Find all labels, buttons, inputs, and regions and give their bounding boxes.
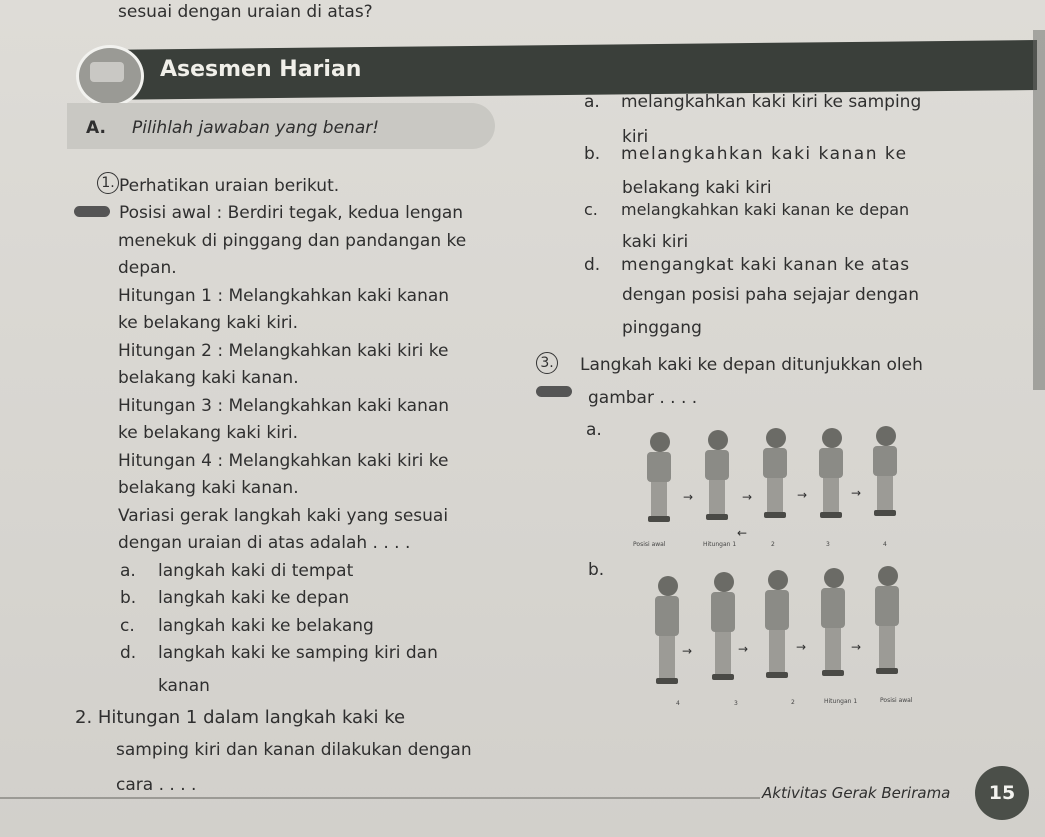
q1-line: Hitungan 2 : Melangkahkan kaki kiri ke [118,341,449,361]
arrow-right-icon: → [682,644,693,658]
caption: Hitungan 1 [824,698,858,705]
banner-title: Asesmen Harian [160,57,362,82]
caption: 3 [826,541,830,548]
figure-girl [646,432,672,522]
arrow-right-icon: → [797,488,808,502]
q1-line: ke belakang kaki kiri. [118,313,299,333]
q1-line: dengan uraian di atas adalah . . . . [118,533,411,553]
q2-option-d-text[interactable]: mengangkat kaki kanan ke atas [621,255,910,275]
q1-option-b-letter[interactable]: b. [120,588,137,608]
q1-line: Posisi awal : Berdiri tegak, kedua lengan [119,203,464,223]
q2-option-d-text-cont2[interactable]: pinggang [622,318,702,338]
q1-line: belakang kaki kanan. [118,478,299,498]
q1-line: belakang kaki kanan. [118,368,299,388]
figure-girl [704,430,730,520]
arrow-right-icon: → [738,642,749,656]
banner-badge-inner [90,62,124,82]
q2-option-a-text-cont[interactable]: kiri [622,127,649,147]
caption: Posisi awal [880,697,913,704]
caption: 2 [791,699,795,706]
q1-line: Hitungan 1 : Melangkahkan kaki kanan [118,286,450,306]
q3-option-a-letter[interactable]: a. [586,420,602,440]
arrow-right-icon: → [796,640,807,654]
caption: 4 [676,700,680,707]
footer-title: Aktivitas Gerak Berirama [762,784,951,802]
q2-option-d-text-cont[interactable]: dengan posisi paha sejajar dengan [622,285,919,305]
arrow-right-icon: → [851,486,862,500]
page-edge-shadow [1033,30,1045,390]
figure-girl [762,428,788,518]
figure-boy [710,572,736,682]
q1-option-d-text[interactable]: langkah kaki ke samping kiri dan [158,643,438,663]
q3-line: gambar . . . . [588,388,698,408]
q2-option-c-text[interactable]: melangkahkan kaki kanan ke depan [621,200,910,219]
q1-line: Hitungan 4 : Melangkahkan kaki kiri ke [118,451,449,471]
q2-line: 2. Hitungan 1 dalam langkah kaki ke [75,707,406,728]
q2-option-a-letter[interactable]: a. [584,92,600,112]
q1-number-circle: 1. [97,172,119,194]
q2-option-a-text[interactable]: melangkahkan kaki kiri ke samping [621,92,922,112]
q1-option-a-letter[interactable]: a. [120,561,136,581]
q2-option-c-letter[interactable]: c. [584,200,598,219]
q1-option-c-text[interactable]: langkah kaki ke belakang [158,616,374,636]
section-letter: A. [86,118,106,138]
q3-tag-icon [536,386,572,397]
caption: Hitungan 1 [703,541,737,548]
arrow-right-icon: → [742,490,753,504]
q1-tag-icon [74,206,110,217]
q1-option-d-continued[interactable]: kanan [158,676,210,696]
figure-boy [654,576,680,686]
q2-option-b-text-cont[interactable]: belakang kaki kiri [622,178,772,198]
figure-girl [818,428,844,518]
q1-line: Perhatikan uraian berikut. [119,176,340,196]
caption: 3 [734,700,738,707]
q1-line: ke belakang kaki kiri. [118,423,299,443]
q2-option-d-letter[interactable]: d. [584,255,601,275]
figure-boy [874,566,900,676]
q2-option-b-letter[interactable]: b. [584,144,601,164]
arrow-right-icon: → [683,490,694,504]
footer-rule [0,797,760,799]
q1-option-c-letter[interactable]: c. [120,616,135,636]
q3-number-circle: 3. [536,352,558,374]
q3-line: Langkah kaki ke depan ditunjukkan oleh [580,355,923,375]
page-number: 15 [975,766,1029,820]
q2-option-b-text[interactable]: melangkahkan kaki kanan ke [621,144,908,164]
q1-line: Hitungan 3 : Melangkahkan kaki kanan [118,396,450,416]
arrow-right-icon: → [851,640,862,654]
previous-question-tail: sesuai dengan uraian di atas? [118,2,373,22]
q1-line: depan. [118,258,177,278]
q1-option-b-text[interactable]: langkah kaki ke depan [158,588,350,608]
q1-line: menekuk di pinggang dan pandangan ke [118,231,467,251]
q1-option-a-text[interactable]: langkah kaki di tempat [158,561,354,581]
caption: 2 [771,541,775,548]
section-instruction: Pilihlah jawaban yang benar! [132,118,380,138]
figure-boy [820,568,846,678]
figure-girl [872,426,898,516]
q1-line: Variasi gerak langkah kaki yang sesuai [118,506,449,526]
q2-option-c-text-cont[interactable]: kaki kiri [622,232,689,252]
q3-option-b-letter[interactable]: b. [588,560,605,580]
figure-boy [764,570,790,680]
q2-line: cara . . . . [116,775,197,795]
q1-option-d-letter[interactable]: d. [120,643,137,663]
caption: 4 [883,541,887,548]
arrow-left-icon: ← [737,526,748,540]
q2-line: samping kiri dan kanan dilakukan dengan [116,740,472,760]
caption: Posisi awal [633,541,666,548]
